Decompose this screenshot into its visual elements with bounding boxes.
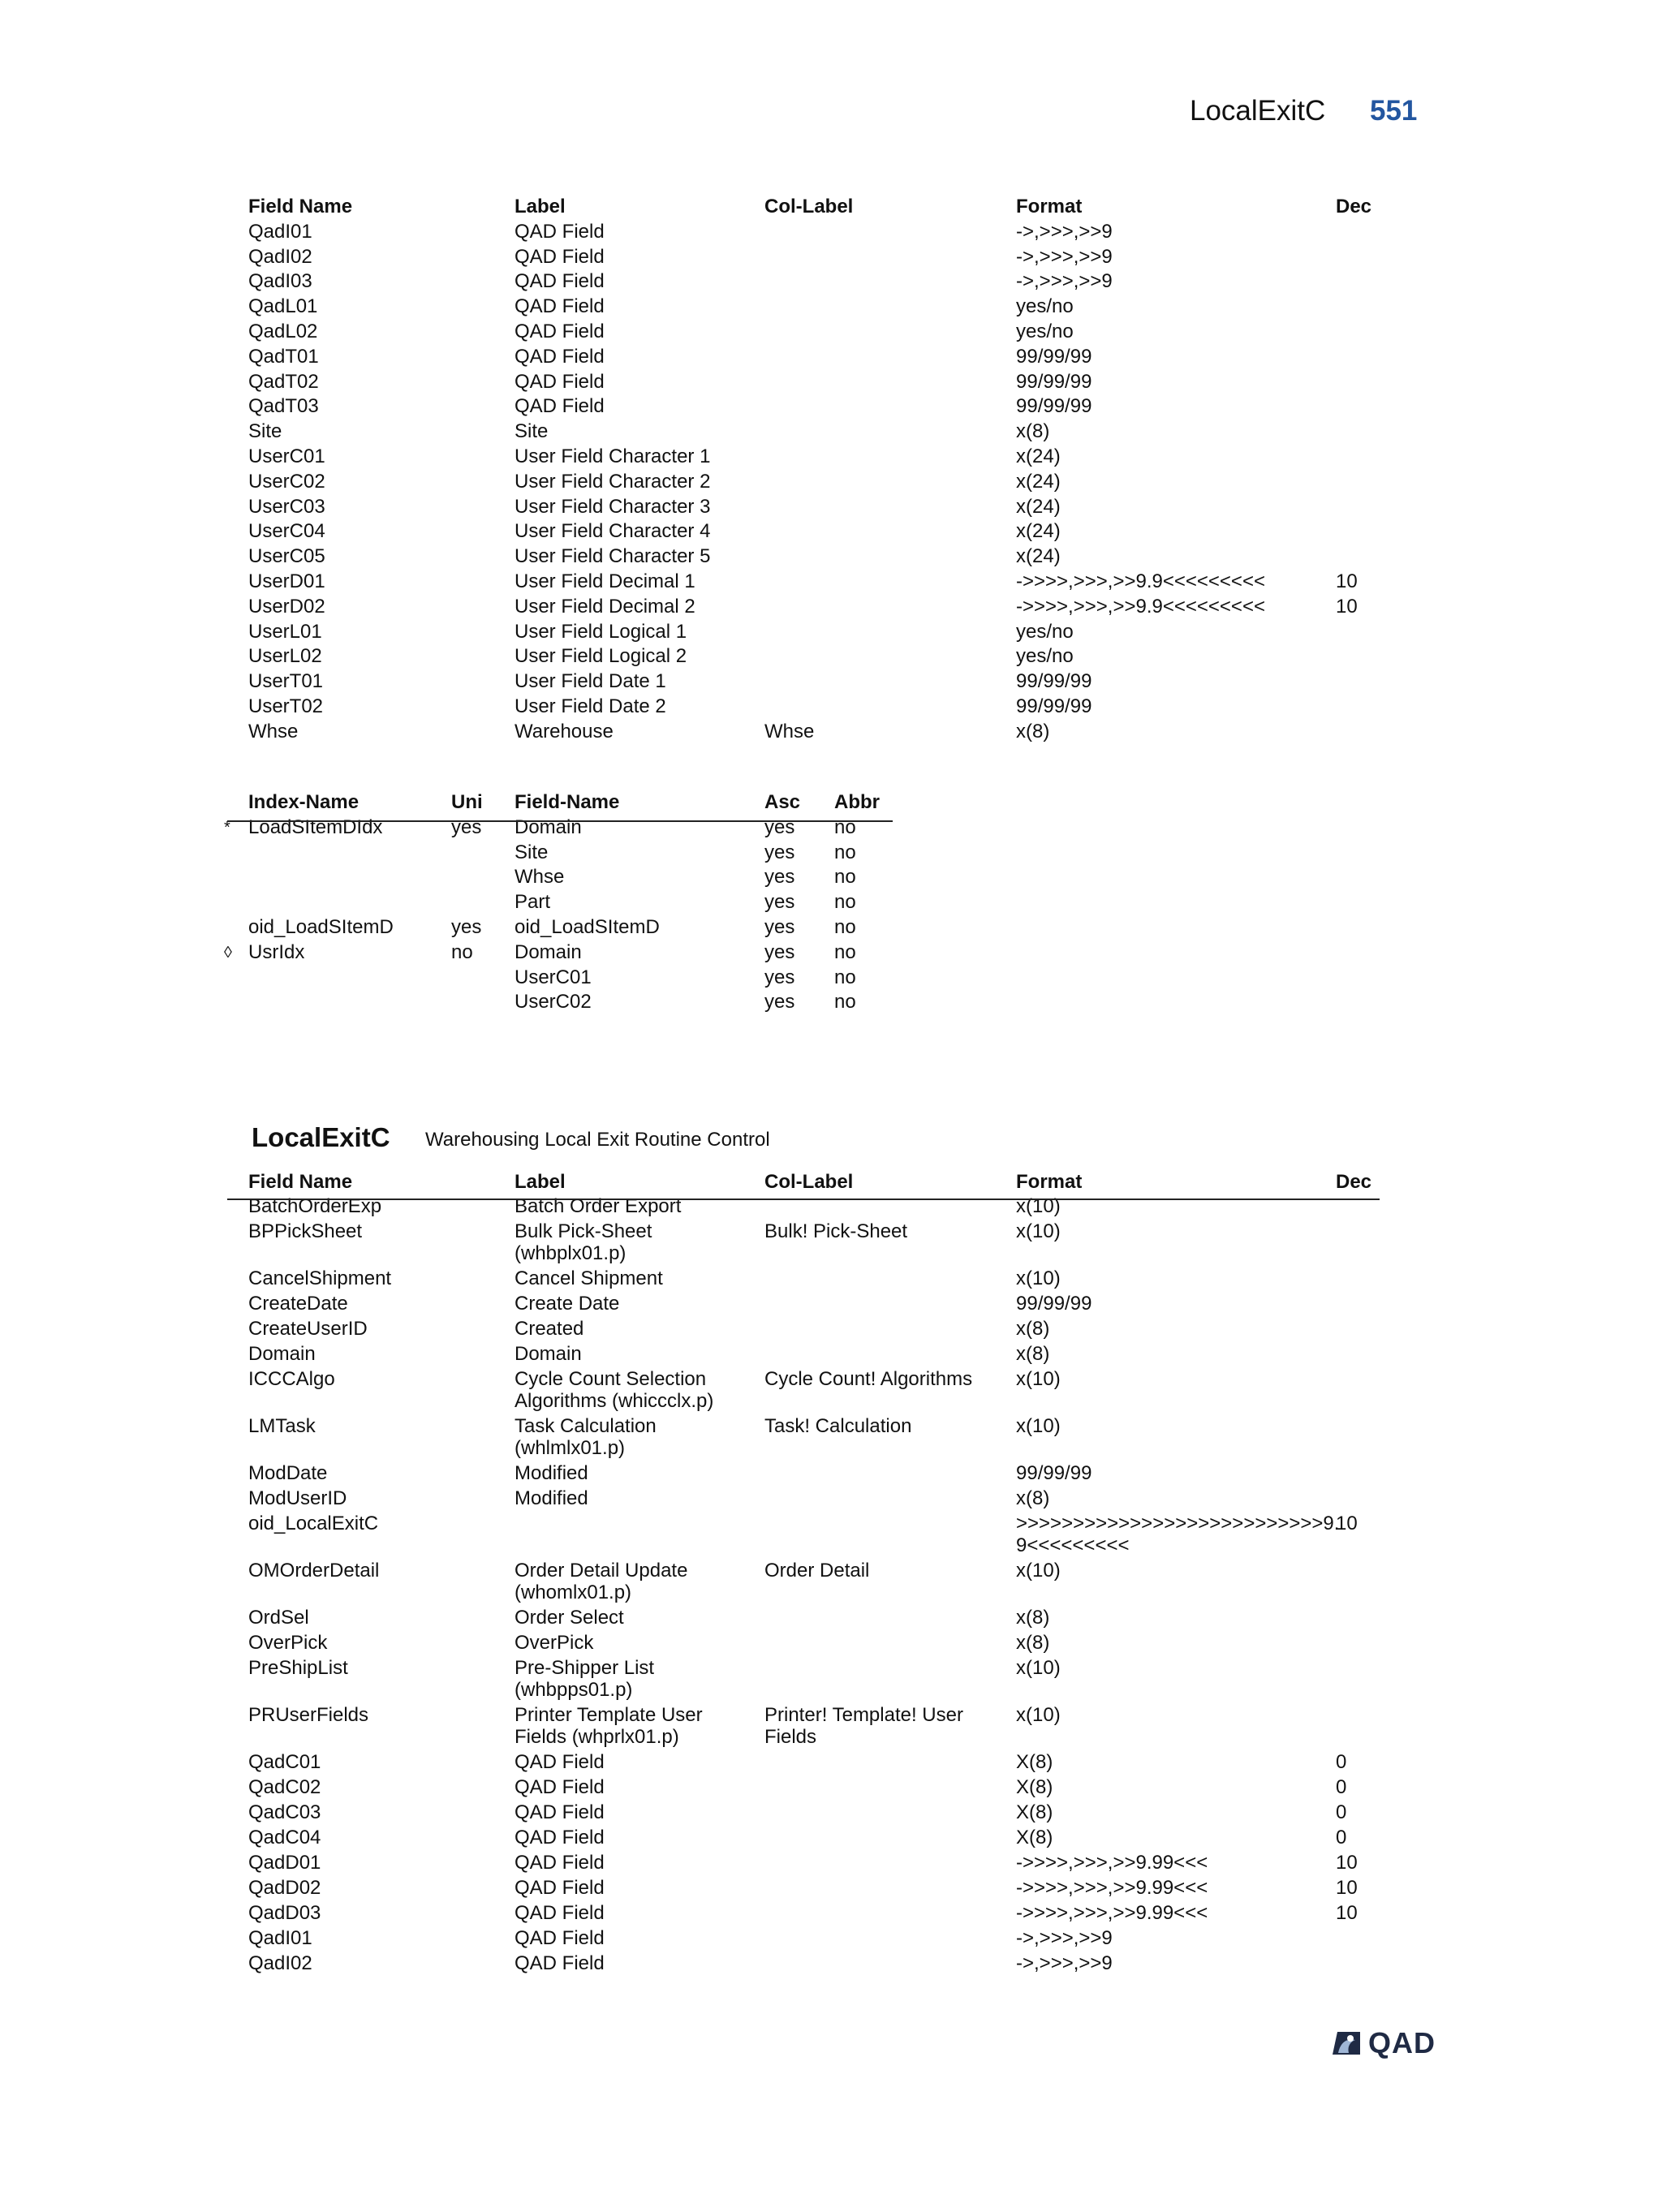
- label-cell: QAD Field: [515, 1826, 605, 1848]
- format-cell: x(10): [1016, 1703, 1061, 1726]
- format-cell: x(10): [1016, 1656, 1061, 1679]
- unique-cell: yes: [451, 915, 482, 938]
- asc-cell: yes: [764, 816, 795, 838]
- format-cell: x(24): [1016, 520, 1061, 543]
- label-cell: Modified: [515, 1461, 588, 1484]
- label-cell: User Field Logical 2: [515, 645, 687, 668]
- running-header: [1169, 91, 1428, 131]
- format-cell: 99/99/99: [1016, 695, 1092, 717]
- table-row: [248, 720, 1384, 745]
- field-name-cell: CreateDate: [248, 1292, 348, 1315]
- format-cell: x(8): [1016, 420, 1050, 443]
- asc-cell: yes: [764, 966, 795, 988]
- label-cell: Site: [515, 420, 549, 443]
- header-table-name: LocalExitC: [1190, 95, 1326, 127]
- label-cell: User Field Character 2: [515, 470, 711, 493]
- column-header: Label: [515, 1171, 566, 1193]
- index-row: [224, 865, 898, 890]
- format-cell: 99/99/99: [1016, 345, 1092, 368]
- asc-cell: yes: [764, 891, 795, 914]
- field-name-cell: UserT01: [248, 670, 324, 693]
- format-cell: ->>>>,>>>,>>9.9<<<<<<<<<: [1016, 570, 1265, 592]
- table-row: [248, 245, 1384, 270]
- label-cell: QAD Field: [515, 345, 605, 368]
- index-body: [224, 816, 898, 1015]
- label-cell: User Field Character 5: [515, 545, 711, 568]
- table-row: [248, 1877, 1384, 1902]
- label-cell: Created: [515, 1317, 584, 1340]
- table-header-row: [248, 195, 1384, 220]
- index-table: [224, 790, 898, 1015]
- format-cell: 99/99/99: [1016, 370, 1092, 393]
- format-cell: 99/99/99: [1016, 1292, 1092, 1315]
- field-name-cell: QadL01: [248, 295, 318, 318]
- field-name-cell: QadI02: [248, 1952, 312, 1974]
- asc-cell: yes: [764, 866, 795, 889]
- label-cell: QAD Field: [515, 1926, 605, 1949]
- index-field-cell: UserC01: [515, 966, 592, 988]
- index-field-cell: Domain: [515, 940, 582, 963]
- table-row: [248, 544, 1384, 570]
- col-label-cell: Printer! Template! User Fields: [764, 1703, 963, 1748]
- field-name-cell: oid_LocalExitC: [248, 1512, 379, 1534]
- format-cell: ->,>>>,>>9: [1016, 1926, 1113, 1949]
- field-name-cell: LMTask: [248, 1414, 316, 1437]
- index-row: [224, 940, 898, 966]
- format-cell: x(24): [1016, 470, 1061, 493]
- label-cell: Batch Order Export: [515, 1194, 682, 1217]
- dec-cell: 10: [1336, 1851, 1358, 1874]
- table-row: [248, 1343, 1384, 1368]
- table-row: [248, 1487, 1384, 1513]
- unique-cell: yes: [451, 816, 482, 838]
- field-name-cell: CreateUserID: [248, 1317, 368, 1340]
- index-row: [224, 816, 898, 841]
- table-row: [248, 495, 1384, 520]
- col-label-cell: Whse: [764, 720, 815, 742]
- table-row: [248, 1368, 1384, 1415]
- label-cell: QAD Field: [515, 1750, 605, 1773]
- table-row: [248, 1513, 1384, 1560]
- table-row: [248, 269, 1384, 295]
- field-name-cell: UserD01: [248, 570, 325, 592]
- field-name-cell: BPPickSheet: [248, 1220, 363, 1242]
- column-header: Format: [1016, 196, 1083, 217]
- format-cell: x(8): [1016, 1487, 1050, 1509]
- table-row: [248, 570, 1384, 595]
- format-cell: ->,>>>,>>9: [1016, 270, 1113, 293]
- label-cell: User Field Decimal 2: [515, 595, 695, 618]
- index-field-cell: UserC02: [515, 991, 592, 1013]
- table-row: [248, 370, 1384, 395]
- format-cell: x(10): [1016, 1414, 1061, 1437]
- format-cell: ->,>>>,>>9: [1016, 220, 1113, 243]
- table-row: [248, 220, 1384, 245]
- dec-cell: 0: [1336, 1826, 1347, 1848]
- column-header: Field-Name: [515, 791, 620, 813]
- table-row: [248, 420, 1384, 445]
- field-name-cell: Whse: [248, 720, 299, 742]
- dec-cell: 10: [1336, 570, 1358, 592]
- table-row: [248, 669, 1384, 695]
- table-row: [248, 519, 1384, 544]
- table-row: [248, 394, 1384, 420]
- field-table-continued: [248, 195, 1384, 745]
- label-cell: QAD Field: [515, 245, 605, 268]
- label-cell: QAD Field: [515, 395, 605, 418]
- index-row: [224, 890, 898, 915]
- table-header-rule: [227, 1199, 1380, 1200]
- field-name-cell: QadT02: [248, 370, 319, 393]
- asc-cell: yes: [764, 940, 795, 963]
- field-name-cell: CancelShipment: [248, 1267, 392, 1289]
- index-header-rule: [227, 820, 893, 822]
- format-cell: x(10): [1016, 1559, 1061, 1582]
- table-row: [248, 595, 1384, 620]
- abbr-cell: no: [834, 866, 856, 889]
- format-cell: x(24): [1016, 495, 1061, 518]
- label-cell: QAD Field: [515, 1876, 605, 1899]
- field-table: [248, 1170, 1384, 1977]
- index-field-cell: Site: [515, 841, 549, 863]
- index-name-cell: LoadSItemDIdx: [248, 816, 383, 838]
- column-header: Index-Name: [248, 791, 360, 813]
- table-row: [248, 644, 1384, 669]
- table-row: [248, 1852, 1384, 1877]
- label-cell: User Field Decimal 1: [515, 570, 695, 592]
- field-name-cell: QadC02: [248, 1775, 321, 1798]
- index-marker: *: [224, 818, 230, 837]
- format-cell: x(8): [1016, 1342, 1050, 1365]
- label-cell: QAD Field: [515, 270, 605, 293]
- table-row: [248, 445, 1384, 470]
- field-name-cell: UserT02: [248, 695, 324, 717]
- dec-cell: 0: [1336, 1801, 1347, 1823]
- column-header: Asc: [764, 791, 801, 813]
- field-name-cell: QadI01: [248, 1926, 312, 1949]
- field-name-cell: QadT01: [248, 345, 319, 368]
- label-cell: OverPick: [515, 1631, 594, 1654]
- table-row: [248, 1220, 1384, 1267]
- dec-cell: 0: [1336, 1750, 1347, 1773]
- field-name-cell: Site: [248, 420, 282, 443]
- field-name-cell: ModUserID: [248, 1487, 347, 1509]
- format-cell: x(8): [1016, 1317, 1050, 1340]
- column-header: Col-Label: [764, 1171, 854, 1193]
- abbr-cell: no: [834, 816, 856, 838]
- format-cell: ->>>>,>>>,>>9.99<<<: [1016, 1851, 1208, 1874]
- format-cell: ->>>>,>>>,>>9.9<<<<<<<<<: [1016, 595, 1265, 618]
- field-name-cell: OMOrderDetail: [248, 1559, 380, 1582]
- table-row: [248, 1902, 1384, 1927]
- table-row: [248, 1560, 1384, 1607]
- index-row: [224, 990, 898, 1015]
- format-cell: x(10): [1016, 1194, 1061, 1217]
- format-cell: ->>>>,>>>,>>9.99<<<: [1016, 1876, 1208, 1899]
- field-name-cell: QadD02: [248, 1876, 321, 1899]
- dec-cell: 10: [1336, 1901, 1358, 1924]
- label-cell: QAD Field: [515, 1775, 605, 1798]
- format-cell: 99/99/99: [1016, 395, 1092, 418]
- abbr-cell: no: [834, 991, 856, 1013]
- format-cell: yes/no: [1016, 645, 1074, 668]
- index-field-cell: Whse: [515, 866, 565, 889]
- field-name-cell: UserD02: [248, 595, 325, 618]
- label-cell: QAD Field: [515, 370, 605, 393]
- label-cell: Printer Template User Fields (whprlx01.p): [515, 1703, 703, 1748]
- dec-cell: 10: [1336, 1512, 1358, 1534]
- index-row: [224, 966, 898, 991]
- field-name-cell: BatchOrderExp: [248, 1194, 382, 1217]
- format-cell: X(8): [1016, 1775, 1053, 1798]
- label-cell: QAD Field: [515, 220, 605, 243]
- col-label-cell: Cycle Count! Algorithms: [764, 1367, 973, 1390]
- index-name-cell: UsrIdx: [248, 940, 305, 963]
- label-cell: Task Calculation (whlmlx01.p): [515, 1414, 657, 1459]
- field-name-cell: UserL02: [248, 645, 322, 668]
- label-cell: Pre-Shipper List (whbpps01.p): [515, 1656, 655, 1701]
- label-cell: Create Date: [515, 1292, 620, 1315]
- format-cell: ->>>>,>>>,>>9.99<<<: [1016, 1901, 1208, 1924]
- label-cell: Cancel Shipment: [515, 1267, 663, 1289]
- section-title: LocalExitC: [252, 1122, 390, 1152]
- table-row: [248, 1751, 1384, 1776]
- abbr-cell: no: [834, 940, 856, 963]
- table-row: [248, 695, 1384, 720]
- field-name-cell: UserC01: [248, 445, 325, 467]
- index-marker: ◊: [224, 943, 232, 962]
- index-field-cell: Part: [515, 891, 551, 914]
- table-header-row: [248, 1170, 1384, 1195]
- table-row: [248, 1927, 1384, 1952]
- field-name-cell: QadC04: [248, 1826, 321, 1848]
- label-cell: Warehouse: [515, 720, 614, 742]
- table-row: [248, 345, 1384, 370]
- table-row: [248, 1704, 1384, 1751]
- label-cell: User Field Logical 1: [515, 620, 687, 643]
- field-name-cell: QadD03: [248, 1901, 321, 1924]
- table-row: [248, 1632, 1384, 1657]
- column-header: Field Name: [248, 196, 353, 217]
- table-row: [248, 1827, 1384, 1852]
- label-cell: User Field Character 4: [515, 520, 711, 543]
- format-cell: ->,>>>,>>9: [1016, 1952, 1113, 1974]
- field-name-cell: UserC02: [248, 470, 325, 493]
- index-row: [224, 915, 898, 940]
- index-field-cell: oid_LoadSItemD: [515, 915, 660, 938]
- label-cell: Bulk Pick-Sheet (whbplx01.p): [515, 1220, 652, 1264]
- field-name-cell: QadD01: [248, 1851, 321, 1874]
- field-name-cell: Domain: [248, 1342, 316, 1365]
- format-cell: x(8): [1016, 1606, 1050, 1629]
- label-cell: Modified: [515, 1487, 588, 1509]
- label-cell: Domain: [515, 1342, 582, 1365]
- table-row: [248, 1952, 1384, 1977]
- format-cell: x(10): [1016, 1367, 1061, 1390]
- format-cell: 99/99/99: [1016, 1461, 1092, 1484]
- qad-logo: [1331, 2026, 1453, 2059]
- column-header: Format: [1016, 1171, 1083, 1193]
- field-name-cell: QadI03: [248, 270, 312, 293]
- label-cell: User Field Date 2: [515, 695, 666, 717]
- unique-cell: no: [451, 940, 473, 963]
- format-cell: x(8): [1016, 720, 1050, 742]
- format-cell: 99/99/99: [1016, 670, 1092, 693]
- table-row: [248, 1801, 1384, 1827]
- format-cell: yes/no: [1016, 320, 1074, 342]
- label-cell: QAD Field: [515, 1952, 605, 1974]
- field-name-cell: QadC01: [248, 1750, 321, 1773]
- col-label-cell: Task! Calculation: [764, 1414, 912, 1437]
- label-cell: User Field Date 1: [515, 670, 666, 693]
- field-name-cell: UserL01: [248, 620, 322, 643]
- field-name-cell: PreShipList: [248, 1656, 348, 1679]
- dec-cell: 10: [1336, 595, 1358, 618]
- asc-cell: yes: [764, 991, 795, 1013]
- label-cell: QAD Field: [515, 1851, 605, 1874]
- label-cell: QAD Field: [515, 295, 605, 318]
- column-header: Abbr: [834, 791, 880, 813]
- label-cell: User Field Character 1: [515, 445, 711, 467]
- column-header: Dec: [1336, 1171, 1372, 1193]
- label-cell: User Field Character 3: [515, 495, 711, 518]
- table-row: [248, 1657, 1384, 1704]
- field-name-cell: OverPick: [248, 1631, 328, 1654]
- format-cell: x(10): [1016, 1267, 1061, 1289]
- field-name-cell: QadL02: [248, 320, 318, 342]
- dec-cell: 10: [1336, 1876, 1358, 1899]
- format-cell: x(24): [1016, 545, 1061, 568]
- format-cell: yes/no: [1016, 620, 1074, 643]
- column-header: Label: [515, 196, 566, 217]
- page-number: 551: [1370, 95, 1418, 127]
- format-cell: X(8): [1016, 1801, 1053, 1823]
- table-row: [248, 295, 1384, 320]
- index-row: [224, 841, 898, 866]
- column-header: Field Name: [248, 1171, 353, 1193]
- index-field-cell: Domain: [515, 816, 582, 838]
- asc-cell: yes: [764, 841, 795, 863]
- column-header: Uni: [451, 791, 483, 813]
- field-name-cell: OrdSel: [248, 1606, 309, 1629]
- field-name-cell: QadI01: [248, 220, 312, 243]
- table-row: [248, 470, 1384, 495]
- table-body: [248, 1195, 1384, 1977]
- format-cell: X(8): [1016, 1826, 1053, 1848]
- table-row: [248, 1267, 1384, 1293]
- label-cell: QAD Field: [515, 1801, 605, 1823]
- field-name-cell: UserC05: [248, 545, 325, 568]
- table-row: [248, 320, 1384, 345]
- format-cell: >>>>>>>>>>>>>>>>>>>>>>>>>>>9.9<<<<<<<<<: [1016, 1512, 1340, 1556]
- table-row: [248, 1415, 1384, 1462]
- table-row: [248, 1293, 1384, 1318]
- abbr-cell: no: [834, 915, 856, 938]
- field-name-cell: QadI02: [248, 245, 312, 268]
- abbr-cell: no: [834, 841, 856, 863]
- field-name-cell: UserC03: [248, 495, 325, 518]
- format-cell: x(10): [1016, 1220, 1061, 1242]
- table-row: [248, 1776, 1384, 1801]
- dec-cell: 0: [1336, 1775, 1347, 1798]
- column-header: Dec: [1336, 196, 1372, 217]
- index-header-row: [224, 790, 898, 816]
- table-body: [248, 220, 1384, 745]
- field-name-cell: ModDate: [248, 1461, 328, 1484]
- index-name-cell: oid_LoadSItemD: [248, 915, 394, 938]
- format-cell: x(8): [1016, 1631, 1050, 1654]
- label-cell: QAD Field: [515, 1901, 605, 1924]
- format-cell: ->,>>>,>>9: [1016, 245, 1113, 268]
- table-row: [248, 620, 1384, 645]
- table-row: [248, 1607, 1384, 1632]
- label-cell: QAD Field: [515, 320, 605, 342]
- format-cell: yes/no: [1016, 295, 1074, 318]
- label-cell: Order Detail Update (whomlx01.p): [515, 1559, 688, 1603]
- format-cell: X(8): [1016, 1750, 1053, 1773]
- col-label-cell: Order Detail: [764, 1559, 870, 1582]
- format-cell: x(24): [1016, 445, 1061, 467]
- field-name-cell: PRUserFields: [248, 1703, 369, 1726]
- column-header: Col-Label: [764, 196, 854, 217]
- section-description: Warehousing Local Exit Routine Control: [425, 1129, 770, 1151]
- table-row: [248, 1318, 1384, 1343]
- label-cell: Order Select: [515, 1606, 624, 1629]
- label-cell: Cycle Count Selection Algorithms (whiccclx.p): [515, 1367, 714, 1412]
- field-name-cell: QadT03: [248, 395, 319, 418]
- col-label-cell: Bulk! Pick-Sheet: [764, 1220, 908, 1242]
- field-name-cell: UserC04: [248, 520, 325, 543]
- asc-cell: yes: [764, 915, 795, 938]
- field-name-cell: QadC03: [248, 1801, 321, 1823]
- logo-text: QAD: [1368, 2026, 1436, 2059]
- abbr-cell: no: [834, 966, 856, 988]
- logo-mark-icon: [1331, 2029, 1362, 2056]
- abbr-cell: no: [834, 891, 856, 914]
- field-name-cell: ICCCAlgo: [248, 1367, 335, 1390]
- table-row: [248, 1462, 1384, 1487]
